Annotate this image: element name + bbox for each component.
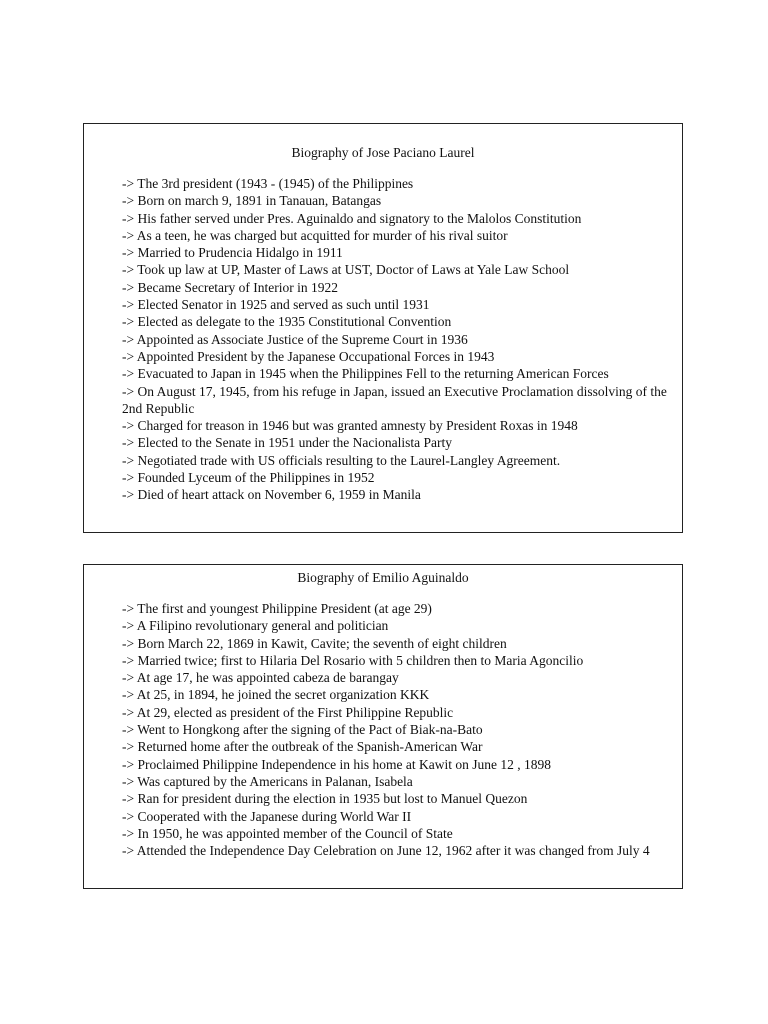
fact-item: -> Married twice; first to Hilaria Del Rosario with 5 children then to Maria Agoncilio [122,652,584,668]
fact-item: -> As a teen, he was charged but acquitted for murder of his rival suitor [122,227,508,243]
aguinaldo-biography-box [83,564,683,889]
fact-item: -> Became Secretary of Interior in 1922 [122,279,339,295]
fact-item: -> Founded Lyceum of the Philippines in 1952 [122,470,375,486]
fact-item: -> Elected as delegate to the 1935 Constitutional Convention [122,314,452,330]
fact-item: -> Attended the Independence Day Celebration on June 12, 1962 after it was changed from July 4 [122,843,650,859]
fact-item: -> Charged for treason in 1946 but was granted amnesty by President Roxas in 1948 [122,418,578,434]
aguinaldo-biography-title: Biography of Emilio Aguinaldo [297,570,469,585]
fact-item: -> His father served under Pres. Aguinaldo and signatory to the Malolos Constitution [122,210,582,226]
laurel-facts-list [122,175,672,504]
fact-item: -> In 1950, he was appointed member of the Council of State [122,825,453,841]
fact-item: -> Died of heart attack on November 6, 1959 in Manila [122,487,421,503]
fact-item: -> Returned home after the outbreak of the Spanish-American War [122,739,483,755]
fact-item: -> Married to Prudencia Hidalgo in 1911 [122,245,343,261]
aguinaldo-facts-list [122,600,672,859]
fact-item: -> Evacuated to Japan in 1945 when the Philippines Fell to the returning American Forces [122,366,609,382]
fact-item: -> Cooperated with the Japanese during World War II [122,808,412,824]
fact-item: -> On August 17, 1945, from his refuge in Japan, issued an Executive Proclamation dissolving of the 2nd Republic [122,383,667,416]
fact-item: -> Negotiated trade with US officials resulting to the Laurel-Langley Agreement. [122,452,561,468]
fact-item: -> Ran for president during the election in 1935 but lost to Manuel Quezon [122,791,528,807]
fact-item: -> Born March 22, 1869 in Kawit, Cavite; the seventh of eight children [122,635,507,651]
fact-item: -> At age 17, he was appointed cabeza de barangay [122,670,399,686]
fact-item: -> At 25, in 1894, he joined the secret organization KKK [122,687,430,703]
fact-item: -> A Filipino revolutionary general and politician [122,618,389,634]
fact-item: -> The first and youngest Philippine President (at age 29) [122,601,432,616]
fact-item: -> Proclaimed Philippine Independence in his home at Kawit on June 12 , 1898 [122,756,552,772]
laurel-biography-title: Biography of Jose Paciano Laurel [291,145,475,160]
fact-item: -> Was captured by the Americans in Palanan, Isabela [122,773,413,789]
fact-item: -> Born on march 9, 1891 in Tanauan, Batangas [122,193,382,209]
fact-item: -> Elected to the Senate in 1951 under the Nacionalista Party [122,435,453,451]
fact-item: -> Took up law at UP, Master of Laws at UST, Doctor of Laws at Yale Law School [122,262,570,278]
fact-item: -> At 29, elected as president of the First Philippine Republic [122,704,454,720]
laurel-biography-box [83,123,683,533]
fact-item: -> The 3rd president (1943 - (1945) of the Philippines [122,176,414,191]
fact-item: -> Went to Hongkong after the signing of the Pact of Biak-na-Bato [122,722,483,738]
fact-item: -> Appointed as Associate Justice of the Supreme Court in 1936 [122,331,468,347]
fact-item: -> Appointed President by the Japanese Occupational Forces in 1943 [122,348,495,364]
fact-item: -> Elected Senator in 1925 and served as such until 1931 [122,297,430,313]
